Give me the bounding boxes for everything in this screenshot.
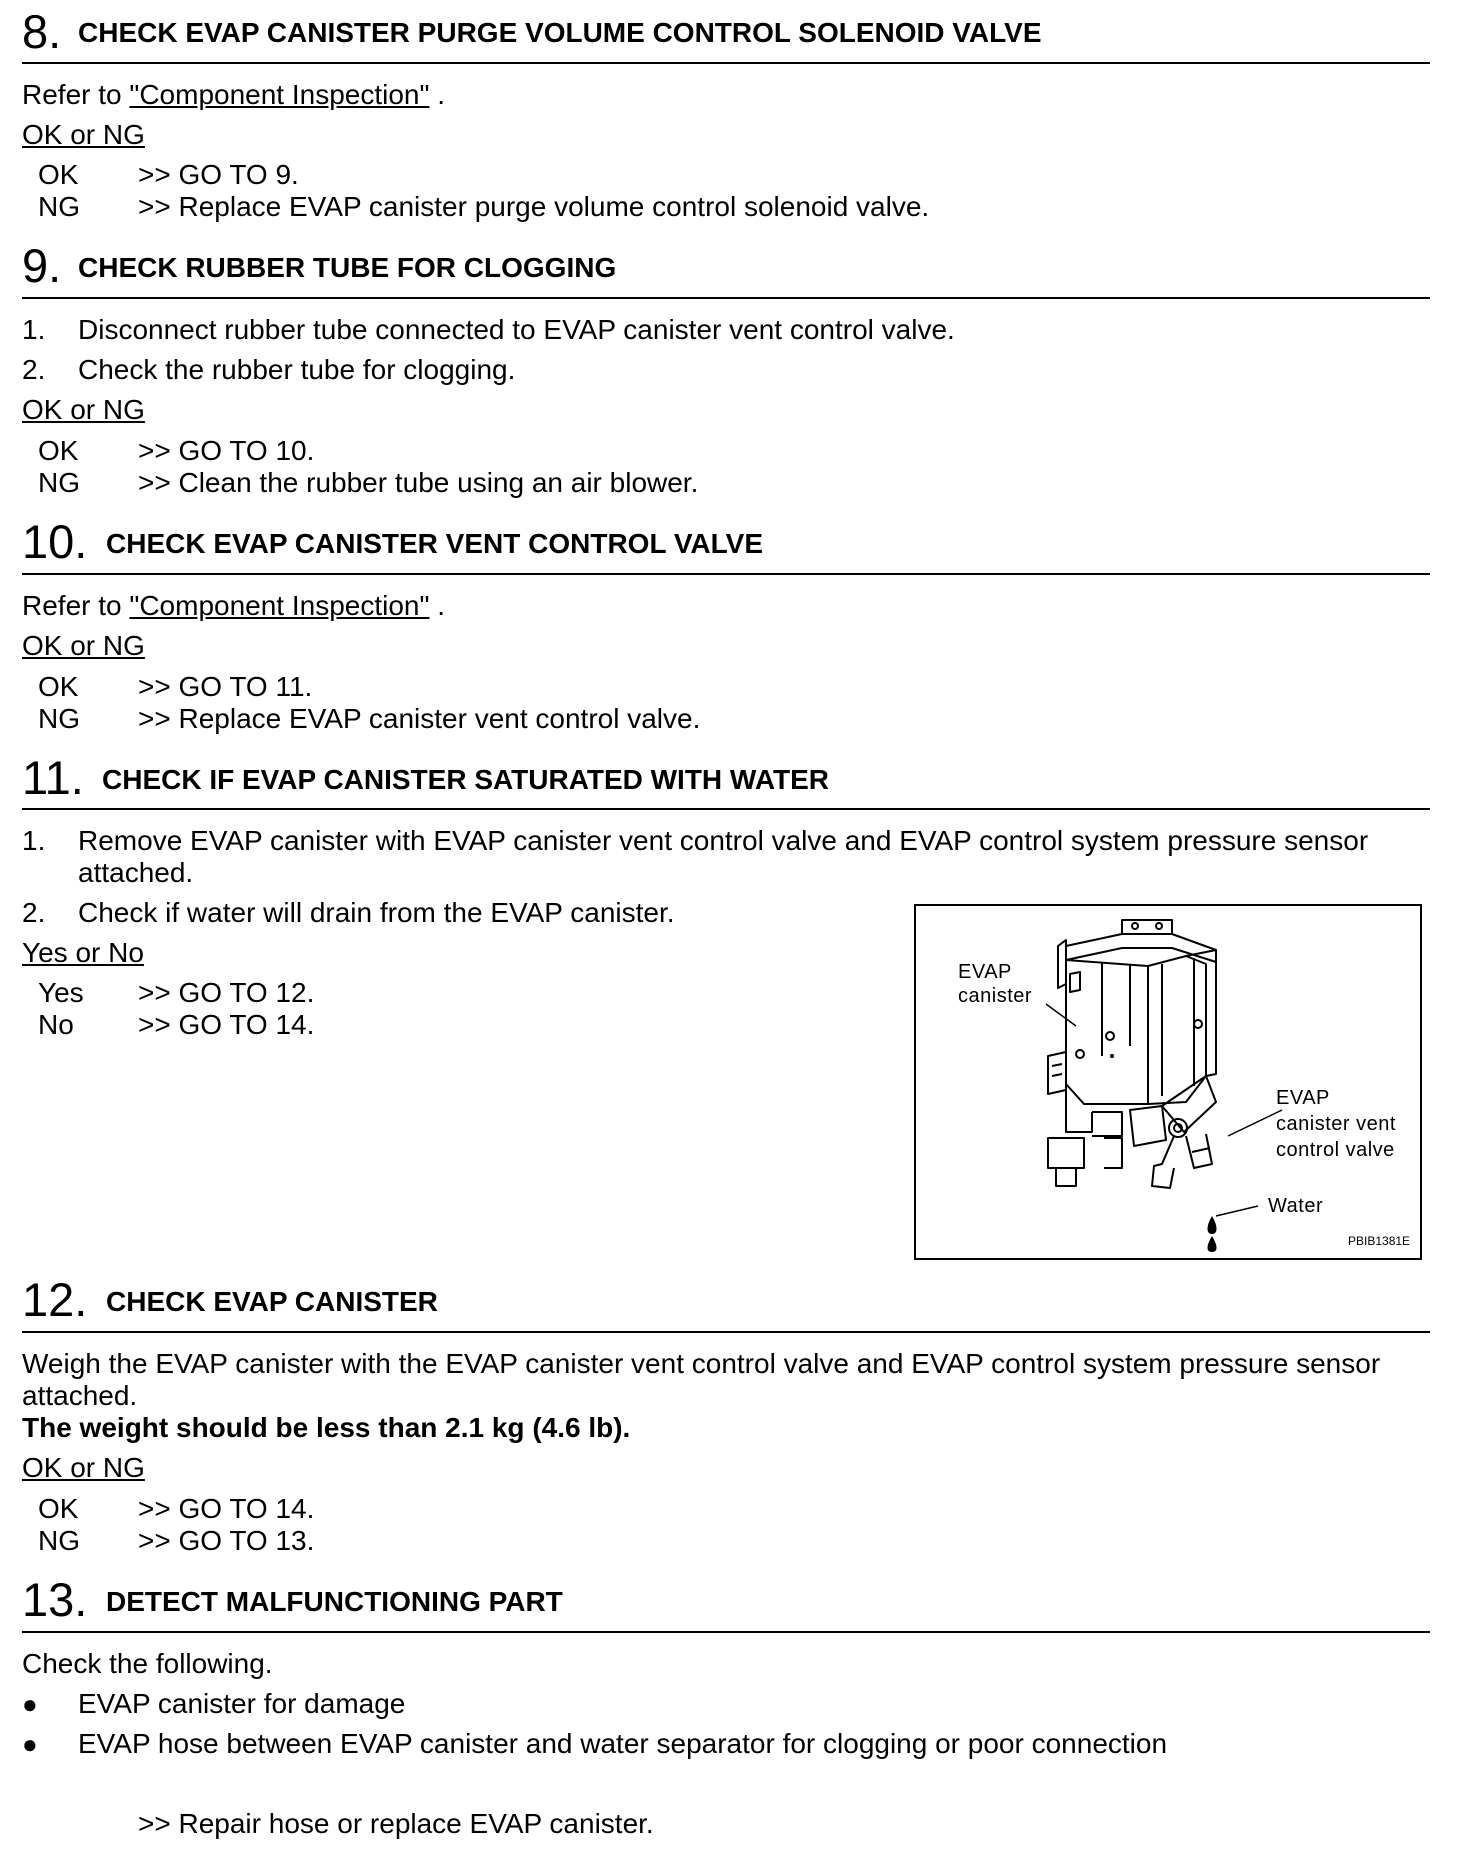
result-label: OK or NG xyxy=(22,119,145,150)
result-code: NG xyxy=(38,467,80,498)
result-action: >> GO TO 12. xyxy=(138,977,315,1008)
paragraph-continued: attached. xyxy=(22,1380,138,1411)
refer-line xyxy=(22,81,445,109)
section-title: CHECK RUBBER TUBE FOR CLOGGING xyxy=(78,252,617,283)
figure-label-valve: control valve xyxy=(1276,1139,1395,1161)
figure-label-water: Water xyxy=(1268,1195,1324,1217)
figure-label-canister: EVAP xyxy=(958,961,1012,983)
section-divider xyxy=(22,62,1430,64)
figure-label-canister: canister xyxy=(958,985,1033,1007)
result-label: Yes or No xyxy=(22,937,144,968)
bullet-dot: ● xyxy=(22,1729,38,1759)
figure-id: PBIB1381E xyxy=(1348,1234,1411,1248)
component-inspection-link[interactable]: "Component Inspection" xyxy=(129,590,430,621)
refer-suffix: . xyxy=(437,79,446,110)
result-code: NG xyxy=(38,191,80,222)
section-divider xyxy=(22,297,1430,299)
section-title: CHECK EVAP CANISTER PURGE VOLUME CONTROL SOLENOID VALVE xyxy=(78,17,1042,48)
step-number: 2. xyxy=(22,354,46,385)
step-text: Remove EVAP canister with EVAP canister vent control valve and EVAP control system pressure sensor xyxy=(78,825,1369,856)
evap-canister-illustration xyxy=(916,906,1420,1258)
step-number: 2. xyxy=(22,897,46,928)
result-label: OK or NG xyxy=(22,1452,145,1483)
section-number: 10. xyxy=(22,515,88,568)
step-text: Check if water will drain from the EVAP canister. xyxy=(78,897,675,928)
result-code: Yes xyxy=(38,977,84,1008)
result-label: OK or NG xyxy=(22,630,145,661)
section-divider xyxy=(22,1631,1430,1633)
section-title: CHECK IF EVAP CANISTER SATURATED WITH WATER xyxy=(102,764,829,795)
result-action: >> GO TO 14. xyxy=(138,1493,315,1524)
figure-label-valve: EVAP xyxy=(1276,1087,1330,1109)
result-action: >> GO TO 11. xyxy=(138,671,313,702)
section-title: CHECK EVAP CANISTER VENT CONTROL VALVE xyxy=(106,528,764,559)
section-divider xyxy=(22,808,1430,810)
result-code: No xyxy=(38,1009,74,1040)
result-code: NG xyxy=(38,1525,80,1556)
bullet-item: EVAP canister for damage xyxy=(78,1688,406,1719)
bullet-dot: ● xyxy=(22,1689,38,1719)
step-text: Check the rubber tube for clogging. xyxy=(78,354,516,385)
figure-label-valve: canister vent xyxy=(1276,1113,1396,1135)
result-action: >> Replace EVAP canister purge volume control solenoid valve. xyxy=(138,191,930,222)
result-action: >> GO TO 9. xyxy=(138,159,299,190)
result-code: OK xyxy=(38,1493,79,1524)
weight-spec: The weight should be less than 2.1 kg (4.6 lb). xyxy=(22,1412,631,1443)
result-label: OK or NG xyxy=(22,394,145,425)
result-code: OK xyxy=(38,671,79,702)
section-number: 12. xyxy=(22,1273,88,1326)
section-number: 9. xyxy=(22,239,62,292)
step-number: 1. xyxy=(22,314,46,345)
step-text-continued: attached. xyxy=(78,857,194,888)
refer-line xyxy=(22,592,445,620)
section-divider xyxy=(22,1331,1430,1333)
step-text: Disconnect rubber tube connected to EVAP canister vent control valve. xyxy=(78,314,955,345)
component-inspection-link[interactable]: "Component Inspection" xyxy=(129,79,430,110)
section-title: DETECT MALFUNCTIONING PART xyxy=(106,1586,563,1617)
refer-suffix: . xyxy=(437,590,446,621)
result-action: >> GO TO 14. xyxy=(138,1009,315,1040)
section-number: 13. xyxy=(22,1573,88,1626)
section-title: CHECK EVAP CANISTER xyxy=(106,1286,438,1317)
refer-prefix: Refer to xyxy=(22,590,122,621)
result-code: OK xyxy=(38,435,79,466)
paragraph: Weigh the EVAP canister with the EVAP canister vent control valve and EVAP control system pressure sensor xyxy=(22,1348,1381,1379)
section-divider xyxy=(22,573,1430,575)
result-action: >> GO TO 13. xyxy=(138,1525,315,1556)
step-number: 1. xyxy=(22,825,46,856)
result-action: >> GO TO 10. xyxy=(138,435,315,466)
result-action: >> Clean the rubber tube using an air blower. xyxy=(138,467,699,498)
result-code: OK xyxy=(38,159,79,190)
evap-canister-figure xyxy=(914,904,1422,1260)
section-number: 11. xyxy=(22,751,84,804)
final-action: >> Repair hose or replace EVAP canister. xyxy=(138,1808,654,1839)
result-action: >> Replace EVAP canister vent control valve. xyxy=(138,703,701,734)
refer-prefix: Refer to xyxy=(22,79,122,110)
intro-text: Check the following. xyxy=(22,1648,273,1679)
bullet-item: EVAP hose between EVAP canister and water separator for clogging or poor connection xyxy=(78,1728,1168,1759)
result-code: NG xyxy=(38,703,80,734)
section-number: 8. xyxy=(22,5,62,58)
